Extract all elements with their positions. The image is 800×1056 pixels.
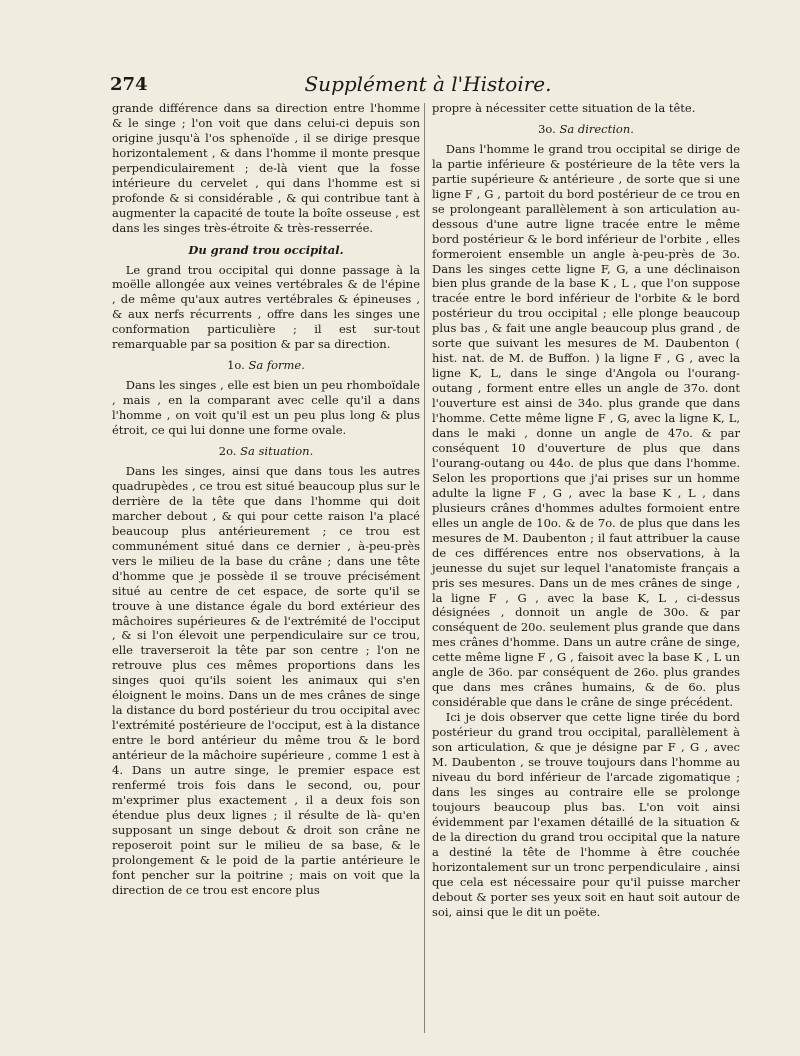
paragraph-situation: Dans les singes, ainsi que dans tous les autres quadrupèdes , ce trou est situé beaucoup plus sur le derrière de la tête que dans l'homme qui doit marcher debout , & qui pour cette raison l'a placé beaucoup plus antérieurement ; ce trou est communément situé dans ce dernier , à-peu-près vers le milieu de la base du crâne ; dans une tête d'homme que je possède il se trouve précisément situé au centre de cet espace, de sorte qu'il se trouve à une distance égale du bord extérieur des mâchoires supérieures & de l'extrémité de l'occiput , & si l'on élevoit une perpendiculaire sur ce trou, elle traverseroit la tête par son centre ; l'on ne retrouve plus ces mêmes proportions dans les singes quoi qu'ils soient les animaux qui s'en éloignent le moins. Dans un de mes crânes de singe la distance du bord postérieur du trou occipital avec l'extrémité postérieure de l'occiput, est à la distance entre le bord antérieur du même trou & le bord antérieur de la mâchoire supérieure , comme 1 est à 4. Dans un autre singe, le premier espace est renfermé trois fois dans le second, ou, pour m'exprimer plus exactement , il a deux fois son étendue plus deux lignes ; il résulte de là- qu'en supposant un singe debout & droit son crâne ne reposeroit point sur le milieu de sa base, & le prolongement & le poid de la partie antérieure le font pencher sur la poitrine ; mais on voit que la direction de ce trou est encore plus xyxy=(112,463,420,897)
subsection-number: 3o. xyxy=(538,121,556,136)
right-column xyxy=(432,101,740,919)
subsection-heading-direction xyxy=(432,122,740,137)
page-number: 274 xyxy=(110,74,148,95)
subsection-heading-forme xyxy=(112,358,420,373)
paragraph-intro: grande différence dans sa direction entre l'homme & le singe ; l'on voit que dans celui-ci depuis son origine jusqu'à l'os sphenoïde , il se dirige presque horizontalement , & dans l'homme il monte presque perpendiculairement ; de-là vient que la fosse intérieure du cervelet , qui dans l'homme est si profonde & si considérable , & qui contribue tant à augmenter la capacité de toute la boîte osseuse , est dans les singes très-étroite & très-resserrée. xyxy=(112,101,420,235)
subsection-title: Sa direction. xyxy=(559,121,634,136)
subsection-number: 2o. xyxy=(218,444,237,459)
page-header xyxy=(110,70,746,98)
subsection-number: 1o. xyxy=(227,358,245,373)
paragraph-direction: Dans l'homme le grand trou occipital se dirige de la partie inférieure & postérieure de la tête vers la partie supérieure & antérieure , de sorte que si une ligne F , G , partoit du bord postérieur de ce trou en se prolongeant parallèlement à son articulation au-dessous d'une autre ligne tracée entre le même bord postérieur & le bord inférieur de l'orbite , elles formeroient ensemble un angle à-peu-près de 3o. Dans les singes cette ligne F, G, a une déclinaison bien plus grande de la base K , L , que l'on suppose tracée entre le bord inférieur de l'orbite & le bord postérieur du trou occipital ; elle plonge beaucoup plus bas , & fait une angle beaucoup plus grand , de sorte que suivant les mesures de M. Daubenton ( hist. nat. de M. de Buffon. ) la ligne F , G , avec la ligne K, L, dans le singe d'Angola ou l'ourang-outang , forment entre elles un angle de 37o. dont l'ouverture est ainsi de 34o. plus grande que dans l'homme. Cette même ligne F , G, avec la ligne K, L, dans le maki , donne un angle de 47o. & par conséquent 10 d'ouverture de plus que dans l'ourang-outang ou 44o. de plus que dans l'homme. Selon les proportions que j'ai prises sur un homme adulte la ligne F , G , avec la base K , L , dans plusieurs crânes d'hommes adultes formoient entre elles un angle de 10o. & de 7o. de plus que dans les mesures de M. Daubenton ; il faut attribuer la cause de ces différences entre nos observations, à la jeunesse du sujet sur lequel l'anatomiste français a pris ses mesures. Dans un de mes crânes de singe , la ligne F , G , avec la base K, L , ci-dessus désignées , donnoit un angle de 30o. & par conséquent de 20o. seulement plus grande que dans mes crânes d'homme. Dans un autre crâne de singe, cette même ligne F , G , faisoit avec la base K , L un angle de 36o. par conséquent de 26o. plus grandes que dans mes crânes humains, & de 6o. plus considérable que dans le crâne de singe précédent. xyxy=(432,141,740,710)
subsection-title: Sa forme. xyxy=(248,358,305,373)
subsection-heading-situation xyxy=(112,444,420,459)
paragraph-continuation: propre à nécessiter cette situation de la tête. xyxy=(432,101,696,115)
column-divider xyxy=(424,103,425,1033)
left-column xyxy=(112,101,420,898)
paragraph-grand-trou: Le grand trou occipital qui donne passage à la moëlle allongée aux veines vertébrales & de l'épine , de même qu'aux autres vertébrales & épineuses , & aux nerfs récurrents , offre dans les singes une conformation particulière ; il est sur-tout remarquable par sa position & par sa direction. xyxy=(112,262,420,352)
paragraph-conclusion: Ici je dois observer que cette ligne tirée du bord postérieur du grand trou occipital, parallèlement à son articulation, & que je désigne par F , G , avec M. Daubenton , se trouve toujours dans l'homme au niveau du bord inférieur de l'arcade zigomatique ; dans les singes au contraire elle se prolonge toujours beaucoup plus bas. L'on voit ainsi évidemment par l'examen détaillé de la situation & de la direction du grand trou occipital que la nature a destiné la tête de l'homme à être couchée horizontalement sur un tronc perpendiculaire , ainsi que cela est nécessaire pour qu'il puisse marcher debout & porter ses yeux soit en haut soit autour de soi, ainsi que le dit un poëte. xyxy=(432,710,740,919)
running-title: Supplément à l'Histoire. xyxy=(304,72,552,96)
subsection-title: Sa situation. xyxy=(240,444,314,459)
paragraph-forme: Dans les singes , elle est bien un peu rhomboïdale , mais , en la comparant avec celle qu'il a dans l'homme , on voit qu'il est un peu plus long & plus étroit, ce qui lui donne une forme ovale. xyxy=(112,378,420,438)
section-heading-grand-trou: Du grand trou occipital. xyxy=(188,242,344,257)
